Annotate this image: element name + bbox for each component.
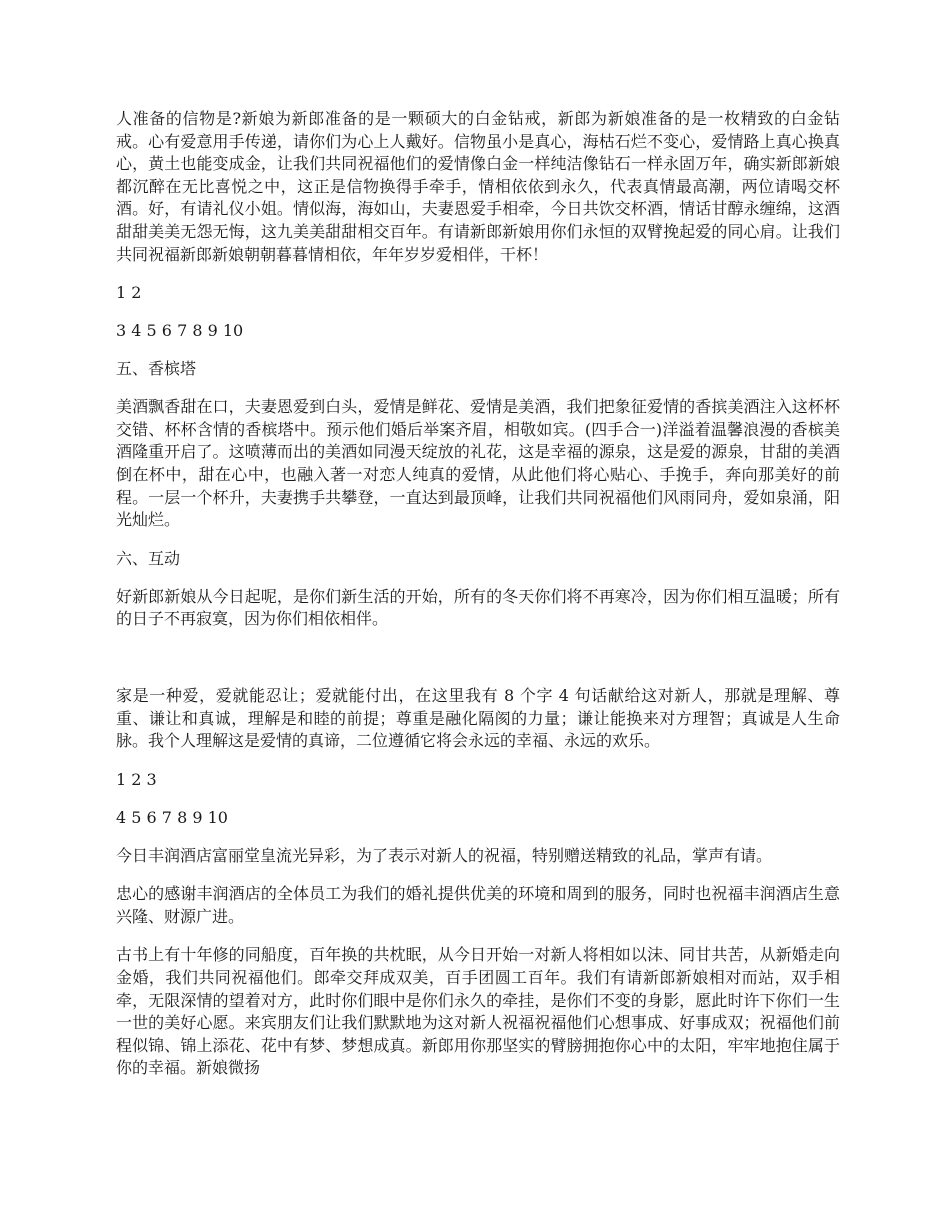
paragraph-blessing: 古书上有十年修的同船度，百年换的共枕眠，从今日开始一对新人将相如以沫、同甘共苦，从新婚走向金婚，我们共同祝福他们。郎牵交拜成双美，百手团圆工百年。我们有请新郎新娘相对而站，双手相牵，无限深情的望着对方，此时你们眼中是你们永久的牵挂，是你们不变的身影，愿此时许下你们一生一世的美好心愿。来宾朋友们让我们默默地为这对新人祝福祝福他们心想事成、好事成双；祝福他们前程似锦、锦上添花、花中有梦、梦想成真。新郎用你那坚实的臂膀拥抱你心中的太阳，牢牢地抱住属于你的幸福。新娘微扬	[116, 945, 840, 1078]
paragraph-champagne: 美酒飘香甜在口，夫妻恩爱到白头，爱情是鲜花、爱情是美酒，我们把象征爱情的香摈美酒注入这杯杯交错、杯杯含情的香槟塔中。预示他们婚后举案齐眉，相敬如宾。(四手合一)洋溢着温馨浪漫的香槟美酒隆重开启了。这喷薄而出的美酒如同漫天绽放的礼花，这是幸福的源泉，这是爱的源泉，甘甜的美酒倒在杯中，甜在心中，也融入著一对恋人纯真的爱情，从此他们将心贴心、手挽手，奔向那美好的前程。一层一个杯升，夫妻携手共攀登，一直达到最顶峰，让我们共同祝福他们风雨同舟，爱如泉涌，阳光灿烂。	[116, 397, 840, 530]
paragraph-family-love: 家是一种爱，爱就能忍让；爱就能付出，在这里我有 8 个字 4 句话献给这对新人，那就是理解、尊重、谦让和真诚，理解是和睦的前提；尊重是融化隔阂的力量；谦让能换来对方理智；真诚是人生命脉。我个人理解这是爱情的真谛，二位遵循它将会永远的幸福、永远的欢乐。	[116, 685, 840, 751]
paragraph-exchange-rings: 人准备的信物是?新娘为新郎准备的是一颗硕大的白金钻戒，新郎为新娘准备的是一枚精致的白金钻戒。心有爱意用手传递，请你们为心上人戴好。信物虽小是真心，海枯石烂不变心，爱情路上真心换真心，黄土也能变成金，让我们共同祝福他们的爱情像白金一样纯洁像钻石一样永固万年，确实新郎新娘都沉醉在无比喜悦之中，这正是信物换得手牵手，情相依依到永久，代表真情最高潮，两位请喝交杯酒。好，有请礼仪小姐。情似海，海如山，夫妻恩爱手相牵，今日共饮交杯酒，情话甘醇永缠绵，这酒甜甜美美无怨无悔，这九美美甜甜相交百年。有请新郎新娘用你们永恒的双臂挽起爱的同心肩。让我们共同祝福新郎新娘朝朝暮暮情相依，年年岁岁爱相伴，干杯！	[116, 109, 840, 264]
paragraph-hotel-thanks: 忠心的感谢丰润酒店的全体员工为我们的婚礼提供优美的环境和周到的服务，同时也祝福丰润酒店生意兴隆、财源广进。	[116, 884, 840, 926]
section-heading-interaction: 六、互动	[116, 548, 181, 568]
page-number-row: 1 2	[116, 283, 142, 303]
page-number-row: 3 4 5 6 7 8 9 10	[116, 321, 244, 341]
section-heading-champagne-tower: 五、香槟塔	[116, 359, 197, 379]
paragraph-hotel-gift: 今日丰润酒店富丽堂皇流光异彩，为了表示对新人的祝福，特别赠送精致的礼品，掌声有请。	[116, 845, 773, 865]
page-number-row: 4 5 6 7 8 9 10	[116, 807, 228, 827]
page-number-row: 1 2 3	[116, 769, 157, 789]
paragraph-interaction: 好新郎新娘从今日起呢，是你们新生活的开始，所有的冬天你们将不再寒冷，因为你们相互温暖；所有的日子不再寂寞，因为你们相依相伴。	[116, 586, 840, 629]
section-gap	[116, 647, 840, 685]
document-body	[116, 108, 840, 1096]
